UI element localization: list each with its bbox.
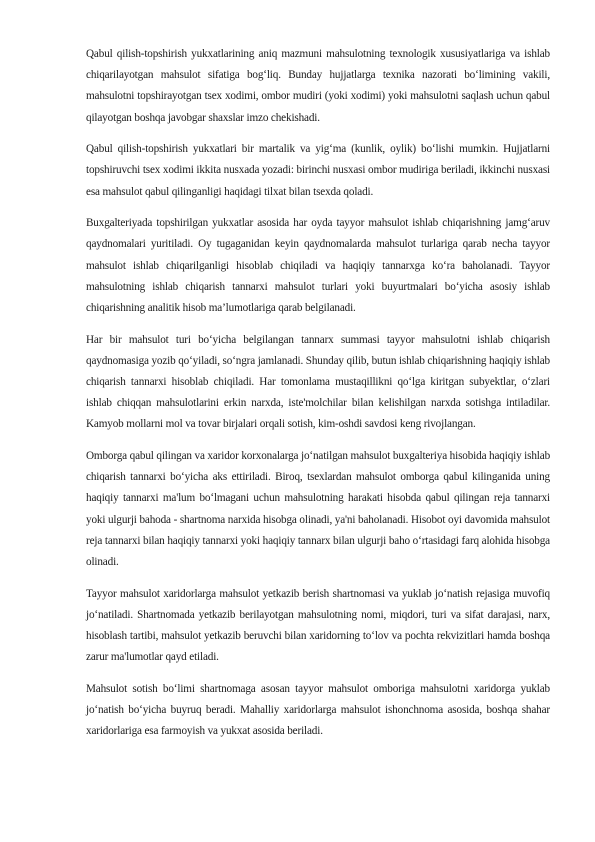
paragraph-5: Omborga qabul qilingan va xaridor korxonalarga jo‘natilgan mahsulot buxgalteriya hisobida haqiqiy ishlab chiqarish tannarxi bo‘yicha aks ettiriladi. Biroq, tsexlardan mahsulot omborga qabul kilinganida uning haqiqiy tannarxi ma'lum bo‘lmagani uchun mahsulotning harakati hisobda qabul qilingan reja tannarxi yoki ulgurji bahoda - shartnoma narxida hisobga olinadi, ya'ni baholanadi. Hisobot oyi davomida mahsulot reja tannarxi bilan haqiqiy tannarxi yoki haqiqiy tannarx bilan ulgurji baho o‘rtasidagi farq alohida hisobga olinadi. xyxy=(86,450,551,569)
paragraph-4: Har bir mahsulot turi bo‘yicha belgilangan tannarx summasi tayyor mahsulotni ishlab chiqarish qaydnomasiga yozib qo‘yiladi, so‘ngra jamlanadi. Shunday qilib, butun ishlab chiqarishning haqiqiy ishlab chiqarish tannarxi hisoblab chiqiladi. Har tomonlama mustaqillikni qo‘lga kiritgan subyektlar, o‘zlari ishlab chiqqan mahsulotlarini erkin narxda, iste'molchilar bilan kelishilgan narxda sotishga intiladilar. Kamyob mollarni mol va tovar birjalari orqali sotish, kim-oshdi savdosi keng rivojlangan. xyxy=(86,333,550,431)
paragraph-1: Qabul qilish-topshirish yukxatlarining aniq mazmuni mahsulotning texnologik xususiyatlariga va ishlab chiqarilayotgan mahsulot sifatiga bog‘liq. Bunday hujjatlarga texnika nazorati bo‘limining vakili, mahsulotni topshirayotgan tsex xodimi, ombor mudiri (yoki xodimi) yoki mahsulotni saqlash uchun qabul qilayotgan boshqa javobgar shaxslar imzo chekishadi. xyxy=(86,48,550,124)
paragraph-2: Qabul qilish-topshirish yukxatlari bir martalik va yig‘ma (kunlik, oylik) bo‘lishi mumkin. Hujjatlarni topshiruvchi tsex xodimi ikkita nusxada yozadi: birinchi nusxasi ombor mudiriga beriladi, ikkinchi nusxasi esa mahsulot qabul qilinganligi haqidagi tilxat bilan tsexda qoladi. xyxy=(86,143,550,198)
paragraph-7: Mahsulot sotish bo‘limi shartnomaga asosan tayyor mahsulot omboriga mahsulotni xaridorga yuklab jo‘natish bo‘yicha buyruq beradi. Mahalliy xaridorlarga mahsulot ishonchnoma asosida, boshqa shahar xaridorlariga esa farmoyish va yukxat asosida beriladi. xyxy=(86,682,550,738)
paragraph-6: Tayyor mahsulot xaridorlarga mahsulot yetkazib berish shartnomasi va yuklab jo‘natish rejasiga muvofiq jo‘natiladi. Shartnomada yetkazib berilayotgan mahsulotning nomi, miqdori, turi va sifat darajasi, narx, hisoblash tartibi, mahsulot yetkazib beruvchi bilan xaridorning to‘lov va pochta rekvizitlari hamda boshqa zarur ma'lumotlar qayd etiladi. xyxy=(86,587,550,664)
document-body xyxy=(86,44,550,753)
paragraph-3: Buxgalteriyada topshirilgan yukxatlar asosida har oyda tayyor mahsulot ishlab chiqarishning jamg‘aruv qaydnomalari yuritiladi. Oy tugaganidan keyin qaydnomalarda mahsulot turlariga qarab necha tayyor mahsulot ishlab chiqarilganligi hisoblab chiqiladi va haqiqiy tannarxga ko‘ra baholanadi. Tayyor mahsulotning ishlab chiqarish tannarxi mahsulot turlari yoki buyurtmalari bo‘yicha asosiy ishlab chiqarishning analitik hisob ma’lumotlariga qarab belgilanadi. xyxy=(86,217,550,315)
